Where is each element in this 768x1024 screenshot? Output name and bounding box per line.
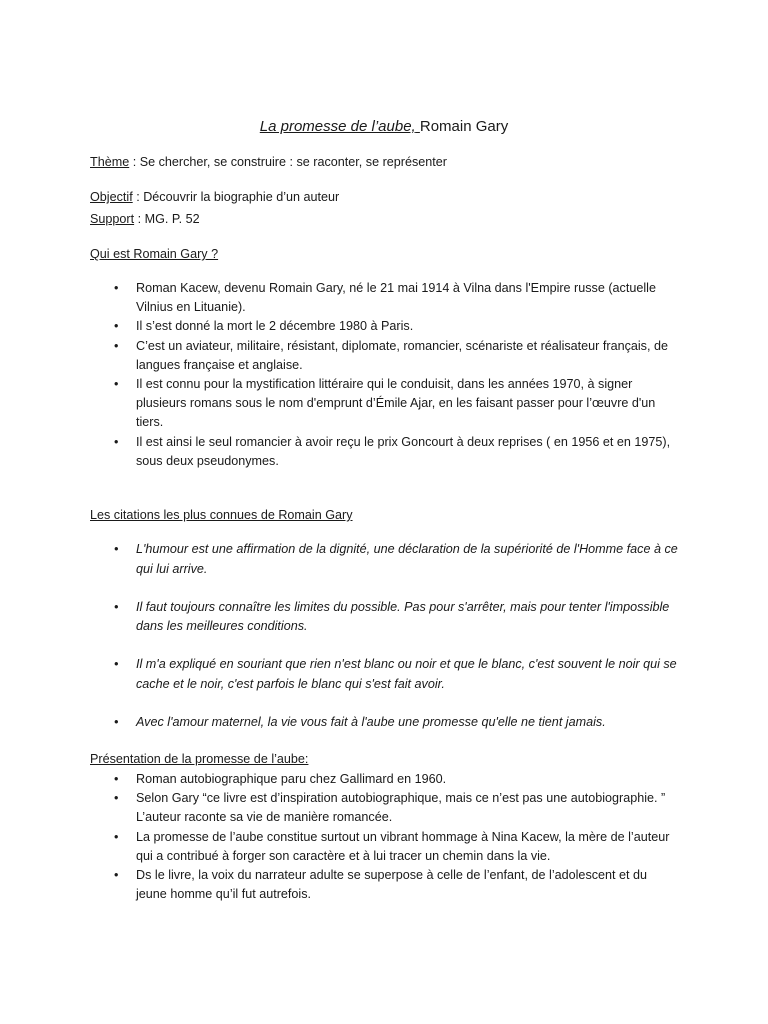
list-item: • Roman autobiographique paru chez Gallimard en 1960. [0,770,768,789]
list-item: • Il s’est donné la mort le 2 décembre 1980 à Paris. [0,317,768,336]
quote-item: • Avec l'amour maternel, la vie vous fait à l'aube une promesse qu'elle ne tient jamais. [0,713,768,733]
list-item: • Il est connu pour la mystification littéraire qui le conduisit, dans les années 1970, à signer plusieurs romans sous le nom d'emprunt d’Émile Ajar, en les faisant passer pour l’œuvre d'un tiers. [114,377,656,430]
support-label: Support [90,212,135,226]
theme-value: : Se chercher, se construire : se raconter, se représenter [129,155,447,169]
bullet-icon: • [114,657,119,671]
quotes-heading: Les citations les plus connues de Romain Gary [90,508,353,522]
book-title: La promesse de l’aube, [259,118,416,135]
objectif-line [90,188,339,206]
quote-item: • Il m'a expliqué en souriant que rien n'est blanc ou noir et que le blanc, c'est souvent le noir qui se cache et le noir, c'est parfois le blanc qui s'est fait avoir. [114,657,677,691]
bullet-icon: • [114,434,119,449]
presentation-heading: Présentation de la promesse de l’aube: [90,752,309,766]
list-item: • La promesse de l’aube constitue surtout un vibrant hommage à Nina Kacew, la mère de l’auteur qui a contribué à forger son caractère et à lui tracer un chemin dans la vie. [114,829,670,863]
theme-label: Thème [90,155,130,169]
list-item: • Il est ainsi le seul romancier à avoir reçu le prix Goncourt à deux reprises ( en 1956 et en 1975), sous deux pseudonymes. [114,434,671,468]
bullet-icon: • [114,829,119,844]
document-title [0,117,768,137]
objectif-label: Objectif [90,190,133,204]
bullet-icon: • [114,338,119,353]
bullet-icon: • [114,868,119,883]
presentation-list [0,770,768,904]
objectif-value: : Découvrir la biographie d’un auteur [132,190,340,204]
bio-heading: Qui est Romain Gary ? [90,247,219,261]
theme-line [90,153,447,171]
bullet-icon: • [114,281,119,295]
bullet-icon: • [114,791,119,806]
bullet-icon: • [114,772,119,786]
bio-list [0,279,768,471]
bullet-icon: • [114,714,119,729]
bullet-icon: • [114,377,119,392]
support-value: : MG. P. 52 [134,212,200,226]
author-name: Romain Gary [419,118,509,135]
quote-item: • L'humour est une affirmation de la dignité, une déclaration de la supériorité de l'Homme face à ce qui lui arrive. [114,542,678,576]
bullet-icon: • [114,599,119,614]
bullet-icon: • [114,542,119,556]
list-item: • Selon Gary “ce livre est d’inspiration autobiographique, mais ce n’est pas une autobiographie. ” L’auteur raconte sa vie de manière romancée. [114,791,666,825]
quote-item: • Il faut toujours connaître les limites du possible. Pas pour s'arrêter, mais pour tenter l'impossible dans les meilleures conditions. [114,599,670,633]
list-item: • Ds le livre, la voix du narrateur adulte se superpose à celle de l’enfant, de l’adolescent et du jeune homme qu’il fut autrefois. [114,868,648,902]
list-item: • Roman Kacew, devenu Romain Gary, né le 21 mai 1914 à Vilna dans l'Empire russe (actuelle Vilnius en Lituanie). [114,281,656,315]
quotes-list [0,540,768,751]
bullet-icon: • [114,319,119,334]
support-line [90,210,200,228]
list-item: • C’est un aviateur, militaire, résistant, diplomate, romancier, scénariste et réalisateur français, de langues française et anglaise. [114,338,668,372]
